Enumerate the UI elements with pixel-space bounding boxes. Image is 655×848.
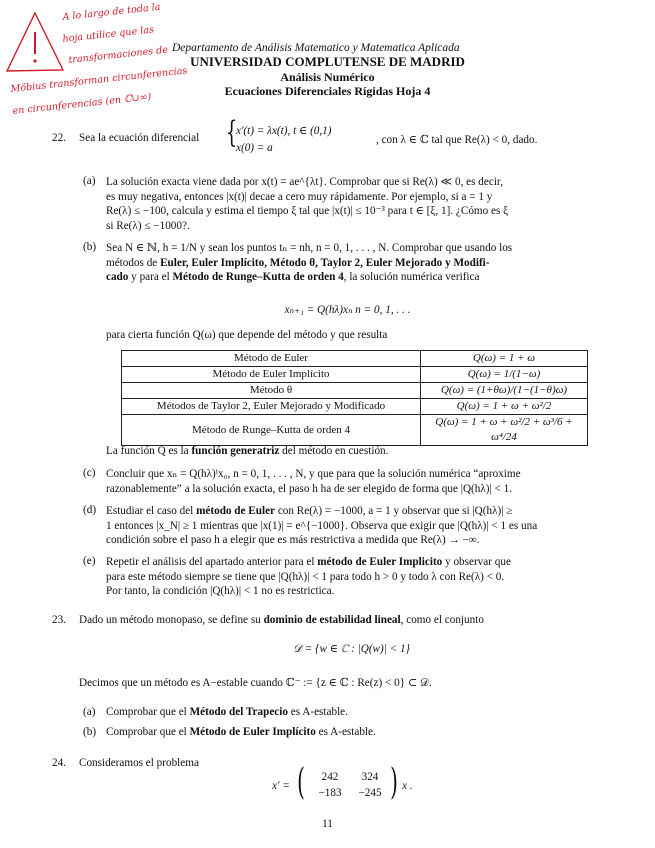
matrix-entry-12: 324 xyxy=(361,771,379,783)
part-a-label: (a) xyxy=(83,175,96,187)
method-cell: Método de Euler Implícito xyxy=(122,367,421,383)
part-e-text xyxy=(106,555,612,599)
problem-23-line-2: Decimos que un método es A−estable cuando ℂ⁻ := {z ∈ ℂ : Re(z) < 0} ⊂ 𝒟. xyxy=(79,677,432,689)
formula-cell: Q(ω) = 1 + ω xyxy=(421,351,588,367)
part-b-line-3 xyxy=(106,270,612,285)
d-post: con Re(λ) = −1000, a = 1 y observar que si |Q(hλ)| ≥ xyxy=(275,505,513,517)
method-cell: Método de Euler xyxy=(122,351,421,367)
page-number: 11 xyxy=(322,818,333,830)
part-b-line-3-post: , la solución numérica verifica xyxy=(343,271,480,284)
problem-22-intro: Sea la ecuación diferencial xyxy=(79,132,200,144)
p23-bold: dominio de estabilidad lineal xyxy=(263,614,401,626)
part-d-line-3: condición sobre el paso h a elegir que es más restrictiva a medida que Re(λ) → −∞. xyxy=(106,534,480,547)
annotation-line-3: transformaciones de xyxy=(68,44,169,66)
d-pre: Estudiar el caso del xyxy=(106,505,197,517)
table-row xyxy=(122,367,588,383)
p23-post: , como el conjunto xyxy=(400,614,484,626)
problem-24-number: 24. xyxy=(52,757,66,769)
part-d-line-1 xyxy=(106,504,612,519)
part-b-line-3-mid: y para el xyxy=(128,271,173,284)
problem-22-number: 22. xyxy=(52,132,66,144)
p23a-pre: Comprobar que el xyxy=(106,706,190,718)
problem-23-line-1 xyxy=(79,614,484,626)
part-a-line: Re(λ) ≤ −100, calcula y estima el tiempo ξ tal que |x(t)| ≤ 10⁻³ para t ∈ [ξ, 1]. ¿Cómo es ξ xyxy=(106,205,509,218)
part-b-line-2 xyxy=(106,256,612,271)
matrix-entry-21: −183 xyxy=(318,787,342,799)
part-e-line-1 xyxy=(106,555,612,570)
system-lhs: x′ = xyxy=(272,780,290,792)
p23-part-b-text xyxy=(106,726,376,738)
gen-bold: función generatriz xyxy=(191,445,280,457)
brace-symbol: { xyxy=(225,115,238,150)
d-bold: método de Euler xyxy=(196,505,276,517)
table-row xyxy=(122,383,588,399)
header-sheet: Ecuaciones Diferenciales Rígidas Hoja 4 xyxy=(224,84,431,98)
system-rhs: x . xyxy=(402,780,413,792)
header-university: UNIVERSIDAD COMPLUTENSE DE MADRID xyxy=(190,54,465,69)
p23-part-a-text xyxy=(106,706,348,718)
method-cell: Métodos de Taylor 2, Euler Mejorado y Modificado xyxy=(122,399,421,415)
part-c-line: razonablemente” a la solución exacta, el paso h ha de ser elegido de forma que |Q(hλ)| < 1. xyxy=(106,482,513,495)
lambda-condition: , con λ ∈ ℂ tal que Re(λ) < 0, dado. xyxy=(376,134,538,146)
e-bold: método de Euler Implicito xyxy=(317,556,443,568)
problem-23-number: 23. xyxy=(52,614,66,626)
e-pre: Repetir el análisis del apartado anterior para el xyxy=(106,556,318,568)
part-b-text xyxy=(106,241,612,285)
e-post: y observar que xyxy=(442,556,511,568)
problem-24-line-1: Consideramos el problema xyxy=(79,757,199,769)
method-cell: Método θ xyxy=(122,383,421,399)
generating-function-note xyxy=(106,445,388,457)
initial-condition: x(0) = a xyxy=(236,142,273,154)
matrix-left-paren: ( xyxy=(297,762,305,803)
gen-pre: La función Q es la xyxy=(106,445,192,457)
formula-cell: Q(ω) = 1 + ω + ω²/2 xyxy=(421,399,588,415)
ode-equation: x′(t) = λx(t), t ∈ (0,1) xyxy=(236,125,332,137)
part-b-methods: Euler, Euler Implícito, Método θ, Taylor 2, Euler Mejorado y Modifi- xyxy=(160,256,490,269)
p23-part-a-label: (a) xyxy=(83,706,96,718)
p23b-post: es A-estable. xyxy=(315,726,376,738)
table-row xyxy=(122,351,588,367)
gen-post: del método en cuestión. xyxy=(279,445,389,457)
matrix-entry-22: −245 xyxy=(358,787,382,799)
p23-part-b-label: (b) xyxy=(83,726,97,738)
part-e-line-3: Por tanto, la condición |Q(hλ)| < 1 no es restrictica. xyxy=(106,585,335,598)
part-c-text xyxy=(106,467,612,496)
part-c-label: (c) xyxy=(83,467,96,479)
table-row xyxy=(122,399,588,415)
annotation-line-4: Möbius transforman circunferencias xyxy=(10,65,188,95)
part-b-cado: cado xyxy=(106,271,129,284)
formula-cell: Q(ω) = (1+θω)/(1−(1−θ)ω) xyxy=(421,383,588,399)
method-cell: Método de Runge–Kutta de orden 4 xyxy=(122,415,421,446)
part-a-line: es muy negativa, entonces |x(t)| decae a cero muy rápidamente. Por ejemplo, si a = 1 y xyxy=(106,190,493,203)
stability-domain-eq: 𝒟 = {w ∈ ℂ : |Q(w)| < 1} xyxy=(292,643,411,655)
header-course: Análisis Numérico xyxy=(280,70,375,84)
part-a-text xyxy=(106,175,610,233)
table-row xyxy=(122,415,588,446)
formula-cell: Q(ω) = 1/(1−ω) xyxy=(421,367,588,383)
part-c-line: Concluir que xₙ = Q(hλ)ⁱx₀, n = 0, 1, . . . , N, y que para que la solución numérica “aproxime xyxy=(106,468,521,480)
p23b-pre: Comprobar que el xyxy=(106,726,190,738)
generating-function-table xyxy=(121,350,588,446)
p23a-bold: Método del Trapecio xyxy=(189,706,288,718)
part-b-rk4: Método de Runge–Kutta de orden 4 xyxy=(172,271,344,284)
part-b-line-1: Sea N ∈ ℕ, h = 1/N y sean los puntos tₙ = nh, n = 0, 1, . . . , N. Comprobar que usando los xyxy=(106,242,513,254)
part-d-label: (d) xyxy=(83,504,97,516)
part-a-line: La solución exacta viene dada por x(t) = ae^{λt}. Comprobar que si Re(λ) ≪ 0, es decir, xyxy=(106,176,503,188)
p23-pre: Dado un método monopaso, se define su xyxy=(79,614,264,626)
part-d-text xyxy=(106,504,612,548)
part-b-after: para cierta función Q(ω) que depende del método y que resulta xyxy=(106,329,388,341)
part-b-line-2-pre: métodos de xyxy=(106,256,161,269)
matrix-right-paren: ) xyxy=(390,762,398,803)
annotation-line-2: hoja utilice que las xyxy=(62,24,155,45)
header-department: Departamento de Análisis Matematico y Matematica Aplicada xyxy=(172,42,460,54)
part-b-label: (b) xyxy=(83,241,97,253)
part-d-line-2: 1 entonces |x_N| ≥ 1 mientras que |x(1)| = e^{−1000}. Observa que exigir que |Q(hλ)| < 1 es una xyxy=(106,519,538,532)
matrix-entry-11: 242 xyxy=(321,771,339,783)
p23a-post: es A-estable. xyxy=(287,706,348,718)
part-e-line-2: para este método siempre se tiene que |Q(hλ)| < 1 para todo h > 0 y todo λ con Re(λ) < 0. xyxy=(106,570,505,583)
annotation-line-1: A lo largo de toda la xyxy=(62,1,162,23)
part-a-line: si Re(λ) ≤ −1000?. xyxy=(106,219,190,232)
formula-cell: Q(ω) = 1 + ω + ω²/2 + ω³/6 + ω⁴/24 xyxy=(421,415,588,446)
p23b-bold: Método de Euler Implícito xyxy=(189,726,316,738)
recurrence-equation: xₙ₊₁ = Q(hλ)xₙ n = 0, 1, . . . xyxy=(284,304,411,316)
annotation-line-5: en circunferencias (en ℂ∪∞) xyxy=(12,91,152,117)
part-e-label: (e) xyxy=(83,555,96,567)
